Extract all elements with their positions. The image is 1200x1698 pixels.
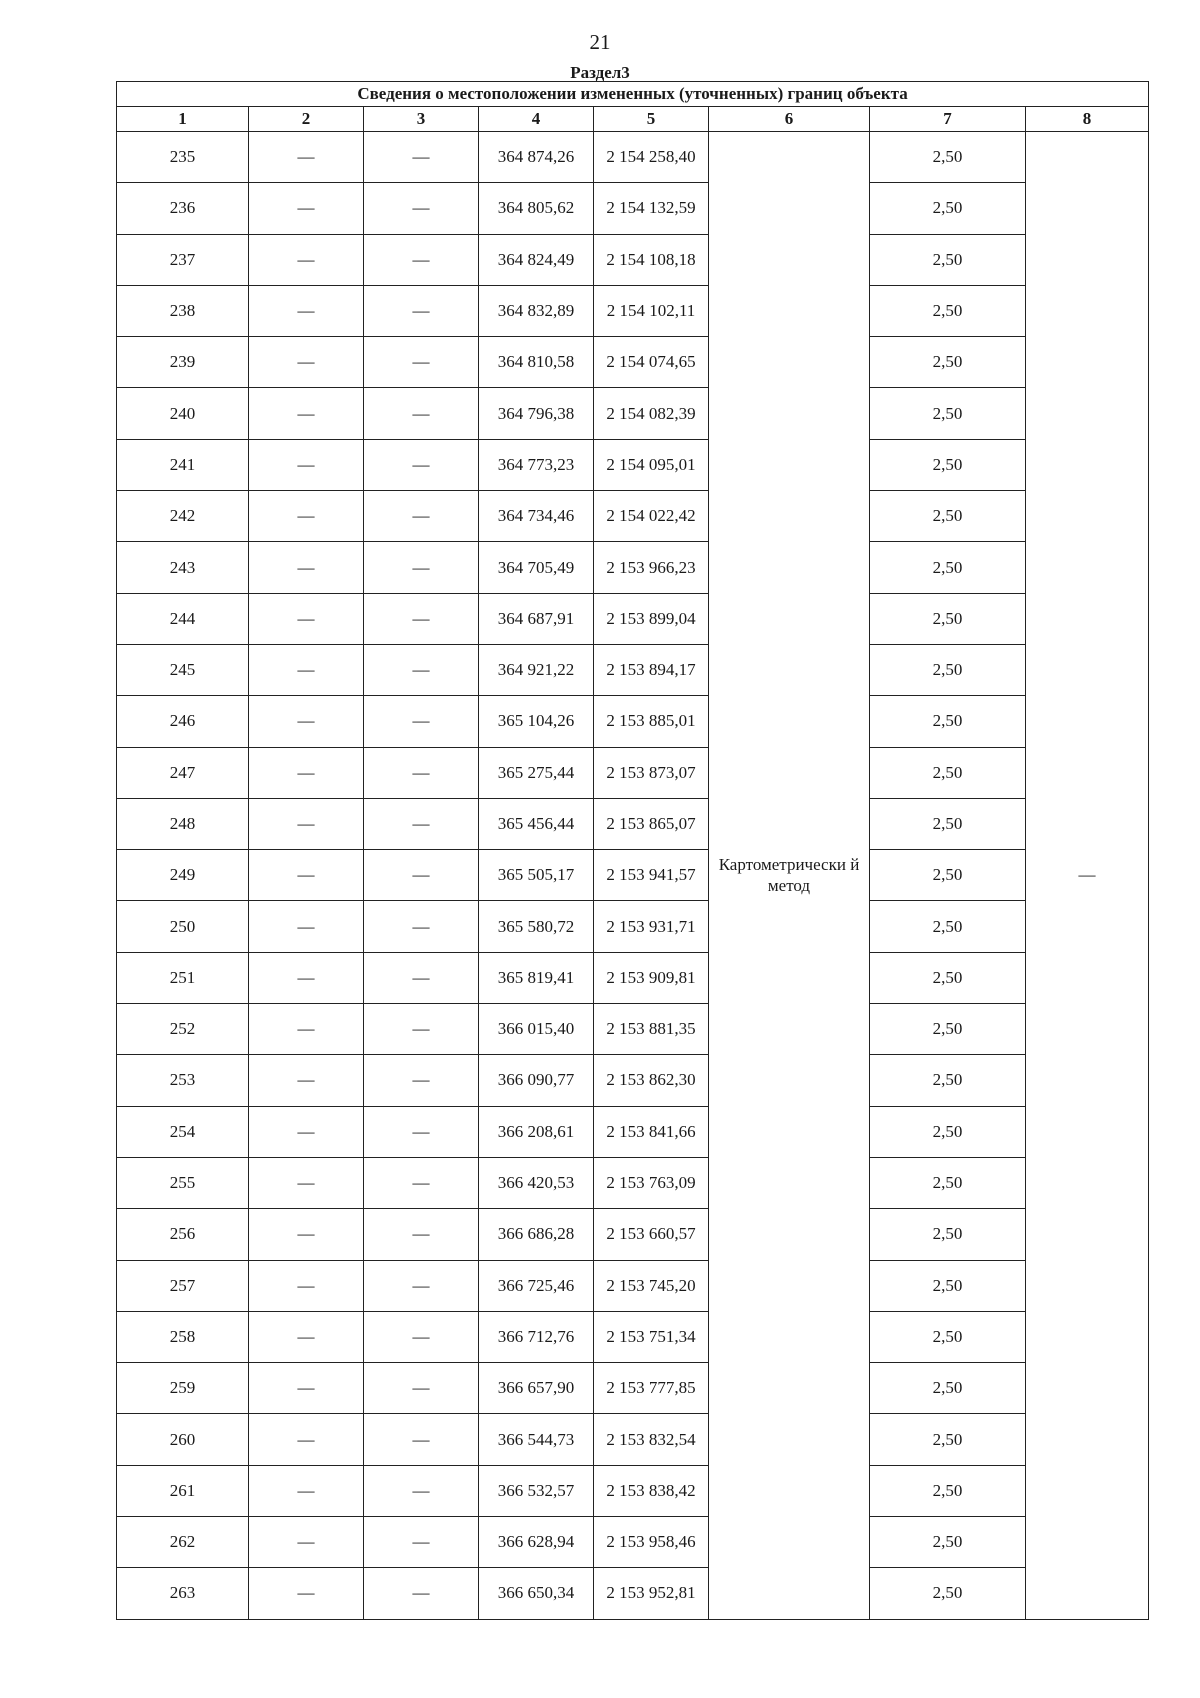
col2-cell: — bbox=[249, 696, 364, 747]
table-row bbox=[117, 1517, 1149, 1568]
accuracy-cell: 2,50 bbox=[870, 644, 1026, 695]
col3-cell: — bbox=[364, 491, 479, 542]
column-number-header: 4 bbox=[479, 107, 594, 132]
point-number-cell: 252 bbox=[117, 1004, 249, 1055]
col3-cell: — bbox=[364, 1517, 479, 1568]
y-coordinate-cell: 2 154 258,40 bbox=[594, 132, 709, 183]
table-row bbox=[117, 542, 1149, 593]
y-coordinate-cell: 2 153 865,07 bbox=[594, 798, 709, 849]
x-coordinate-cell: 364 921,22 bbox=[479, 644, 594, 695]
accuracy-cell: 2,50 bbox=[870, 1209, 1026, 1260]
x-coordinate-cell: 366 208,61 bbox=[479, 1106, 594, 1157]
accuracy-cell: 2,50 bbox=[870, 798, 1026, 849]
point-number-cell: 261 bbox=[117, 1465, 249, 1516]
point-number-cell: 250 bbox=[117, 901, 249, 952]
accuracy-cell: 2,50 bbox=[870, 285, 1026, 336]
y-coordinate-cell: 2 153 952,81 bbox=[594, 1568, 709, 1619]
accuracy-cell: 2,50 bbox=[870, 1106, 1026, 1157]
accuracy-cell: 2,50 bbox=[870, 1055, 1026, 1106]
y-coordinate-cell: 2 153 751,34 bbox=[594, 1311, 709, 1362]
col3-cell: — bbox=[364, 337, 479, 388]
col2-cell: — bbox=[249, 952, 364, 1003]
table-row bbox=[117, 388, 1149, 439]
accuracy-cell: 2,50 bbox=[870, 1568, 1026, 1619]
col3-cell: — bbox=[364, 1311, 479, 1362]
point-number-cell: 242 bbox=[117, 491, 249, 542]
y-coordinate-cell: 2 153 941,57 bbox=[594, 850, 709, 901]
y-coordinate-cell: 2 154 074,65 bbox=[594, 337, 709, 388]
table-row bbox=[117, 644, 1149, 695]
point-number-cell: 260 bbox=[117, 1414, 249, 1465]
x-coordinate-cell: 365 275,44 bbox=[479, 747, 594, 798]
col3-cell: — bbox=[364, 1363, 479, 1414]
accuracy-cell: 2,50 bbox=[870, 1157, 1026, 1208]
x-coordinate-cell: 364 687,91 bbox=[479, 593, 594, 644]
x-coordinate-cell: 364 773,23 bbox=[479, 439, 594, 490]
x-coordinate-cell: 366 657,90 bbox=[479, 1363, 594, 1414]
point-number-cell: 235 bbox=[117, 132, 249, 183]
table-row bbox=[117, 1568, 1149, 1619]
accuracy-cell: 2,50 bbox=[870, 132, 1026, 183]
accuracy-cell: 2,50 bbox=[870, 439, 1026, 490]
col2-cell: — bbox=[249, 542, 364, 593]
col2-cell: — bbox=[249, 1209, 364, 1260]
point-number-cell: 249 bbox=[117, 850, 249, 901]
accuracy-cell: 2,50 bbox=[870, 1517, 1026, 1568]
point-number-cell: 236 bbox=[117, 183, 249, 234]
x-coordinate-cell: 366 712,76 bbox=[479, 1311, 594, 1362]
col2-cell: — bbox=[249, 234, 364, 285]
table-body bbox=[117, 132, 1149, 1620]
col2-cell: — bbox=[249, 388, 364, 439]
col3-cell: — bbox=[364, 1055, 479, 1106]
column-number-header: 3 bbox=[364, 107, 479, 132]
table-row bbox=[117, 1260, 1149, 1311]
accuracy-cell: 2,50 bbox=[870, 1311, 1026, 1362]
table-row bbox=[117, 234, 1149, 285]
table-row bbox=[117, 1055, 1149, 1106]
col3-cell: — bbox=[364, 1157, 479, 1208]
point-number-cell: 246 bbox=[117, 696, 249, 747]
table-row bbox=[117, 1363, 1149, 1414]
x-coordinate-cell: 365 580,72 bbox=[479, 901, 594, 952]
point-number-cell: 251 bbox=[117, 952, 249, 1003]
table-row bbox=[117, 798, 1149, 849]
page-number: 21 bbox=[589, 30, 611, 54]
table-row bbox=[117, 952, 1149, 1003]
col2-cell: — bbox=[249, 1517, 364, 1568]
col2-cell: — bbox=[249, 1260, 364, 1311]
column-number-header: 6 bbox=[709, 107, 870, 132]
col3-cell: — bbox=[364, 132, 479, 183]
column-number-header: 1 bbox=[117, 107, 249, 132]
accuracy-cell: 2,50 bbox=[870, 1363, 1026, 1414]
x-coordinate-cell: 366 532,57 bbox=[479, 1465, 594, 1516]
table-row bbox=[117, 1157, 1149, 1208]
accuracy-cell: 2,50 bbox=[870, 952, 1026, 1003]
table-row bbox=[117, 1414, 1149, 1465]
y-coordinate-cell: 2 153 763,09 bbox=[594, 1157, 709, 1208]
col3-cell: — bbox=[364, 1260, 479, 1311]
point-number-cell: 254 bbox=[117, 1106, 249, 1157]
accuracy-cell: 2,50 bbox=[870, 850, 1026, 901]
y-coordinate-cell: 2 154 132,59 bbox=[594, 183, 709, 234]
col3-cell: — bbox=[364, 1004, 479, 1055]
x-coordinate-cell: 364 705,49 bbox=[479, 542, 594, 593]
point-number-cell: 244 bbox=[117, 593, 249, 644]
x-coordinate-cell: 364 796,38 bbox=[479, 388, 594, 439]
col2-cell: — bbox=[249, 132, 364, 183]
table-row bbox=[117, 747, 1149, 798]
point-number-cell: 237 bbox=[117, 234, 249, 285]
col2-cell: — bbox=[249, 285, 364, 336]
accuracy-cell: 2,50 bbox=[870, 696, 1026, 747]
accuracy-cell: 2,50 bbox=[870, 1004, 1026, 1055]
y-coordinate-cell: 2 153 966,23 bbox=[594, 542, 709, 593]
y-coordinate-cell: 2 153 841,66 bbox=[594, 1106, 709, 1157]
point-number-cell: 259 bbox=[117, 1363, 249, 1414]
y-coordinate-cell: 2 153 899,04 bbox=[594, 593, 709, 644]
y-coordinate-cell: 2 153 862,30 bbox=[594, 1055, 709, 1106]
accuracy-cell: 2,50 bbox=[870, 183, 1026, 234]
col3-cell: — bbox=[364, 696, 479, 747]
y-coordinate-cell: 2 153 873,07 bbox=[594, 747, 709, 798]
point-number-cell: 256 bbox=[117, 1209, 249, 1260]
col3-cell: — bbox=[364, 439, 479, 490]
x-coordinate-cell: 365 505,17 bbox=[479, 850, 594, 901]
col2-cell: — bbox=[249, 1311, 364, 1362]
x-coordinate-cell: 366 725,46 bbox=[479, 1260, 594, 1311]
x-coordinate-cell: 365 104,26 bbox=[479, 696, 594, 747]
table-row bbox=[117, 850, 1149, 901]
col3-cell: — bbox=[364, 1209, 479, 1260]
point-number-cell: 247 bbox=[117, 747, 249, 798]
point-number-cell: 245 bbox=[117, 644, 249, 695]
point-number-cell: 253 bbox=[117, 1055, 249, 1106]
col2-cell: — bbox=[249, 644, 364, 695]
col2-cell: — bbox=[249, 491, 364, 542]
y-coordinate-cell: 2 153 885,01 bbox=[594, 696, 709, 747]
table-row bbox=[117, 132, 1149, 183]
col3-cell: — bbox=[364, 593, 479, 644]
x-coordinate-cell: 364 874,26 bbox=[479, 132, 594, 183]
y-coordinate-cell: 2 153 745,20 bbox=[594, 1260, 709, 1311]
column-number-header: 7 bbox=[870, 107, 1026, 132]
boundary-coordinates-table bbox=[116, 81, 1149, 1620]
col3-cell: — bbox=[364, 798, 479, 849]
accuracy-cell: 2,50 bbox=[870, 1414, 1026, 1465]
x-coordinate-cell: 365 456,44 bbox=[479, 798, 594, 849]
section-label: Раздел3 bbox=[570, 63, 630, 82]
accuracy-cell: 2,50 bbox=[870, 337, 1026, 388]
table-row bbox=[117, 1209, 1149, 1260]
y-coordinate-cell: 2 154 022,42 bbox=[594, 491, 709, 542]
point-number-cell: 239 bbox=[117, 337, 249, 388]
point-number-cell: 240 bbox=[117, 388, 249, 439]
col2-cell: — bbox=[249, 337, 364, 388]
col3-cell: — bbox=[364, 183, 479, 234]
table-row bbox=[117, 1106, 1149, 1157]
y-coordinate-cell: 2 153 777,85 bbox=[594, 1363, 709, 1414]
table-row bbox=[117, 183, 1149, 234]
y-coordinate-cell: 2 154 108,18 bbox=[594, 234, 709, 285]
table-row bbox=[117, 491, 1149, 542]
accuracy-cell: 2,50 bbox=[870, 491, 1026, 542]
point-number-cell: 263 bbox=[117, 1568, 249, 1619]
y-coordinate-cell: 2 154 082,39 bbox=[594, 388, 709, 439]
col3-cell: — bbox=[364, 234, 479, 285]
table-row bbox=[117, 593, 1149, 644]
col2-cell: — bbox=[249, 1004, 364, 1055]
accuracy-cell: 2,50 bbox=[870, 593, 1026, 644]
col3-cell: — bbox=[364, 1568, 479, 1619]
col3-cell: — bbox=[364, 901, 479, 952]
x-coordinate-cell: 364 805,62 bbox=[479, 183, 594, 234]
point-number-cell: 257 bbox=[117, 1260, 249, 1311]
point-number-cell: 238 bbox=[117, 285, 249, 336]
y-coordinate-cell: 2 154 095,01 bbox=[594, 439, 709, 490]
table-row bbox=[117, 337, 1149, 388]
y-coordinate-cell: 2 153 931,71 bbox=[594, 901, 709, 952]
col8-cell: — bbox=[1026, 132, 1149, 1620]
x-coordinate-cell: 364 832,89 bbox=[479, 285, 594, 336]
y-coordinate-cell: 2 153 660,57 bbox=[594, 1209, 709, 1260]
point-number-cell: 241 bbox=[117, 439, 249, 490]
accuracy-cell: 2,50 bbox=[870, 747, 1026, 798]
table-row bbox=[117, 696, 1149, 747]
x-coordinate-cell: 364 810,58 bbox=[479, 337, 594, 388]
column-number-header: 5 bbox=[594, 107, 709, 132]
method-cell: Картометрически й метод bbox=[709, 132, 870, 1620]
point-number-cell: 248 bbox=[117, 798, 249, 849]
x-coordinate-cell: 366 650,34 bbox=[479, 1568, 594, 1619]
col3-cell: — bbox=[364, 644, 479, 695]
col3-cell: — bbox=[364, 1414, 479, 1465]
accuracy-cell: 2,50 bbox=[870, 1260, 1026, 1311]
col2-cell: — bbox=[249, 850, 364, 901]
col3-cell: — bbox=[364, 1465, 479, 1516]
col3-cell: — bbox=[364, 850, 479, 901]
x-coordinate-cell: 366 686,28 bbox=[479, 1209, 594, 1260]
col3-cell: — bbox=[364, 388, 479, 439]
col2-cell: — bbox=[249, 1106, 364, 1157]
y-coordinate-cell: 2 153 838,42 bbox=[594, 1465, 709, 1516]
col2-cell: — bbox=[249, 798, 364, 849]
x-coordinate-cell: 365 819,41 bbox=[479, 952, 594, 1003]
x-coordinate-cell: 364 824,49 bbox=[479, 234, 594, 285]
col3-cell: — bbox=[364, 952, 479, 1003]
col3-cell: — bbox=[364, 542, 479, 593]
y-coordinate-cell: 2 153 881,35 bbox=[594, 1004, 709, 1055]
accuracy-cell: 2,50 bbox=[870, 388, 1026, 439]
col3-cell: — bbox=[364, 747, 479, 798]
y-coordinate-cell: 2 153 958,46 bbox=[594, 1517, 709, 1568]
x-coordinate-cell: 364 734,46 bbox=[479, 491, 594, 542]
column-number-header: 2 bbox=[249, 107, 364, 132]
table-row bbox=[117, 285, 1149, 336]
point-number-cell: 258 bbox=[117, 1311, 249, 1362]
col2-cell: — bbox=[249, 1465, 364, 1516]
x-coordinate-cell: 366 544,73 bbox=[479, 1414, 594, 1465]
col2-cell: — bbox=[249, 901, 364, 952]
point-number-cell: 243 bbox=[117, 542, 249, 593]
column-number-row bbox=[117, 107, 1149, 132]
table-row bbox=[117, 439, 1149, 490]
point-number-cell: 255 bbox=[117, 1157, 249, 1208]
accuracy-cell: 2,50 bbox=[870, 542, 1026, 593]
accuracy-cell: 2,50 bbox=[870, 234, 1026, 285]
x-coordinate-cell: 366 015,40 bbox=[479, 1004, 594, 1055]
col3-cell: — bbox=[364, 1106, 479, 1157]
y-coordinate-cell: 2 153 832,54 bbox=[594, 1414, 709, 1465]
y-coordinate-cell: 2 153 894,17 bbox=[594, 644, 709, 695]
table-row bbox=[117, 1465, 1149, 1516]
col2-cell: — bbox=[249, 593, 364, 644]
x-coordinate-cell: 366 420,53 bbox=[479, 1157, 594, 1208]
col2-cell: — bbox=[249, 1363, 364, 1414]
col2-cell: — bbox=[249, 1414, 364, 1465]
table-title: Сведения о местоположении измененных (уточненных) границ объекта bbox=[117, 82, 1149, 107]
point-number-cell: 262 bbox=[117, 1517, 249, 1568]
col2-cell: — bbox=[249, 747, 364, 798]
x-coordinate-cell: 366 628,94 bbox=[479, 1517, 594, 1568]
col3-cell: — bbox=[364, 285, 479, 336]
col2-cell: — bbox=[249, 439, 364, 490]
y-coordinate-cell: 2 153 909,81 bbox=[594, 952, 709, 1003]
table-row bbox=[117, 1311, 1149, 1362]
column-number-header: 8 bbox=[1026, 107, 1149, 132]
table-row bbox=[117, 901, 1149, 952]
accuracy-cell: 2,50 bbox=[870, 901, 1026, 952]
x-coordinate-cell: 366 090,77 bbox=[479, 1055, 594, 1106]
y-coordinate-cell: 2 154 102,11 bbox=[594, 285, 709, 336]
col2-cell: — bbox=[249, 183, 364, 234]
col2-cell: — bbox=[249, 1157, 364, 1208]
col2-cell: — bbox=[249, 1568, 364, 1619]
col2-cell: — bbox=[249, 1055, 364, 1106]
accuracy-cell: 2,50 bbox=[870, 1465, 1026, 1516]
table-row bbox=[117, 1004, 1149, 1055]
